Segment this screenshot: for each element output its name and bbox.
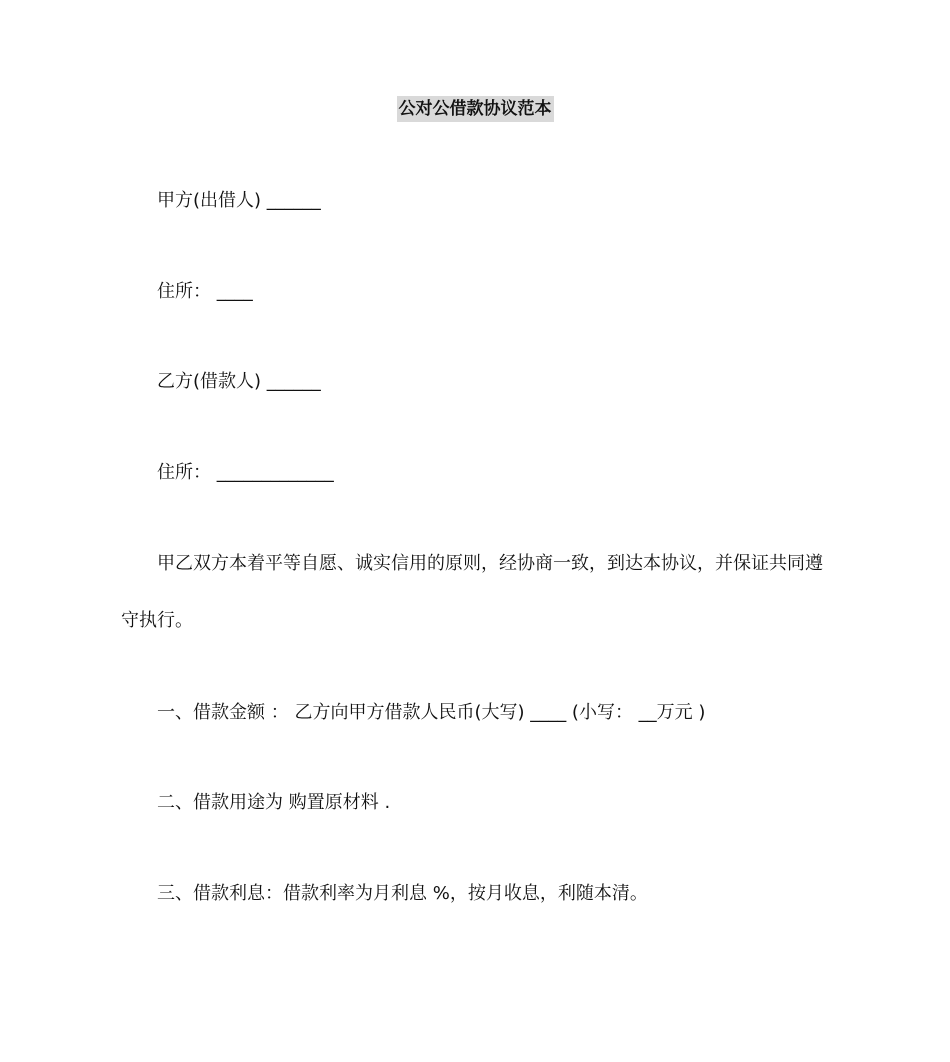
party-b-line: 乙方(借款人) ______	[157, 371, 321, 392]
preamble-line-2: 守执行。	[121, 610, 193, 631]
party-a-address-line: 住所： ____	[157, 281, 253, 302]
title-container	[0, 96, 950, 122]
clause-3-loan-interest: 三、借款利息：借款利率为月利息 %，按月收息，利随本清。	[157, 883, 648, 904]
party-b-address-line: 住所： _____________	[157, 462, 334, 483]
party-a-line: 甲方(出借人) ______	[157, 190, 321, 211]
clause-2-loan-purpose: 二、借款用途为 购置原材料 .	[157, 792, 391, 813]
preamble-line-1: 甲乙双方本着平等自愿、诚实信用的原则，经协商一致，到达本协议，并保证共同遵	[157, 553, 823, 574]
document-title: 公对公借款协议范本	[397, 96, 554, 122]
clause-1-loan-amount: 一、借款金额 ： 乙方向甲方借款人民币(大写) ____ (小写： __万元 )	[157, 702, 706, 723]
